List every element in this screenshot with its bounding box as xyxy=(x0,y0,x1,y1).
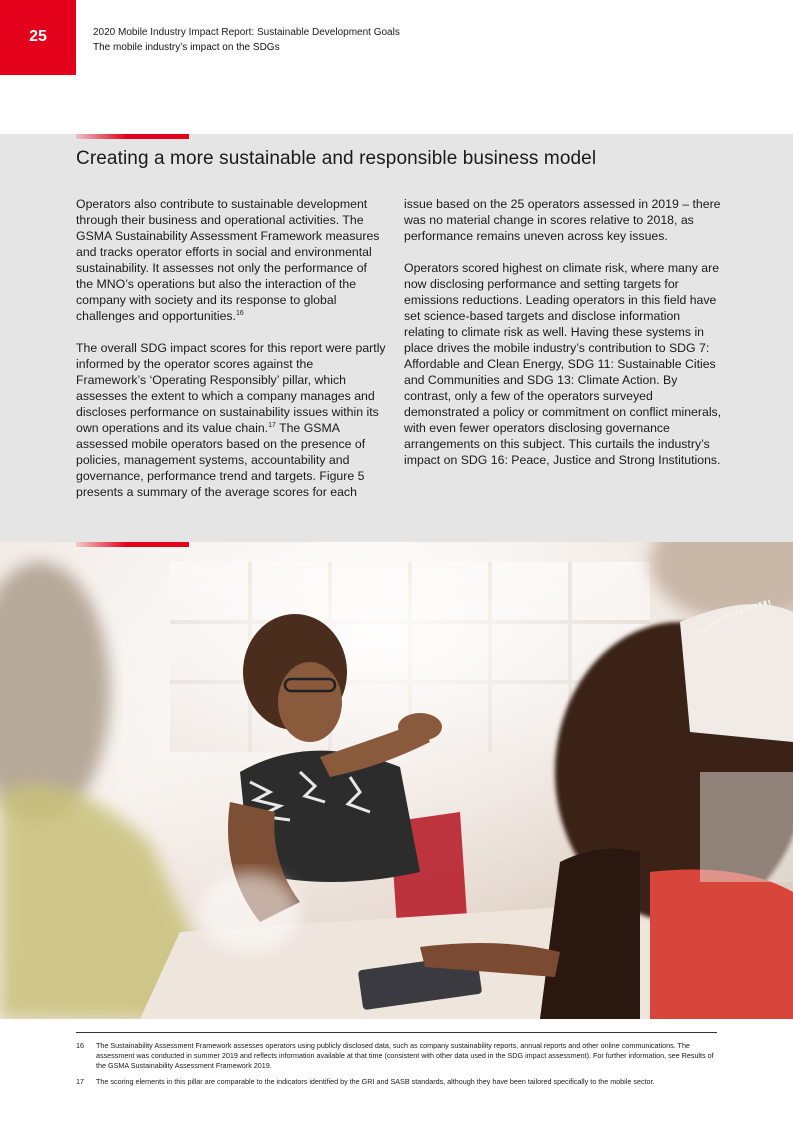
footnote-item xyxy=(76,1077,717,1087)
paragraph: issue based on the 25 operators assessed in 2019 – there was no material change in scores relative to 2018, as performance remains uneven across key issues. xyxy=(404,197,721,243)
footnote-text: The scoring elements in this pillar are comparable to the indicators identified by the GRI and SASB standards, although they have been tailored specifically to the mobile sector. xyxy=(96,1077,655,1086)
accent-bar xyxy=(76,542,189,547)
left-column xyxy=(76,196,386,516)
footnote-text: The Sustainability Assessment Framework assesses operators using publicly disclosed data, such as company sustainability reports, annual reports and other online communications. The assessment was conducted in summer 2019 and reflects information available at that time (consistent with other data used in the SDG impact assessment). For further information, see Results of the GSMA Sustainability Assessment Framework 2019. xyxy=(96,1041,714,1070)
right-column xyxy=(404,196,722,484)
paragraph: Operators also contribute to sustainable development through their business and operational activities. The GSMA Sustainability Assessment Framework measures and tracks operator efforts in social and environmental sustainability. It assesses not only the performance of the MNO’s operations but also the interaction of the company with society and its response to global challenges and opportunities.$^{16}$ xyxy=(76,197,380,323)
footnote-number: 16 xyxy=(76,1041,84,1050)
accent-bar xyxy=(76,134,189,139)
paragraph: The overall SDG impact scores for this report were partly informed by the operator scores against the Framework’s ‘Operating Responsibly’ pillar, which assesses the extent to which a company manages and discloses performance on sustainability issues within its own operations and its value chain.$^{17}$ The GSMA assessed mobile operators based on the presence of policies, management systems, accountability and governance, performance trend and targets. Figure 5 presents a summary of the average scores for each xyxy=(76,341,386,499)
footnotes xyxy=(76,1032,717,1093)
footnote-item xyxy=(76,1041,717,1071)
meeting-photo xyxy=(0,542,793,1019)
footnote-ref[interactable]: 16 xyxy=(235,309,244,317)
footnote-number: 17 xyxy=(76,1077,84,1086)
chapter-title: The mobile industry’s impact on the SDGs xyxy=(93,42,280,53)
footnote-ref[interactable]: 17 xyxy=(268,421,276,429)
photo-illustration xyxy=(0,542,793,1019)
report-title: 2020 Mobile Industry Impact Report: Sustainable Development Goals xyxy=(93,27,400,38)
paragraph: Operators scored highest on climate risk, where many are now disclosing performance and setting targets for emissions reductions. Leading operators in this field have set science-based targets and disclose information relating to climate risk as well. Having these systems in place drives the mobile industry’s contribution to SDG 7: Affordable and Clean Energy, SDG 11: Sustainable Cities and Communities and SDG 13: Climate Action. By contrast, only a few of the operators surveyed demonstrated a policy or commitment on conflict minerals, with even fewer operators disclosing governance arrangements on this subject. This curtails the industry’s impact on SDG 16: Peace, Justice and Strong Institutions. xyxy=(404,261,722,467)
running-header xyxy=(93,25,400,55)
page-number: 25 xyxy=(29,28,47,45)
section-title: Creating a more sustainable and responsible business model xyxy=(76,148,597,169)
